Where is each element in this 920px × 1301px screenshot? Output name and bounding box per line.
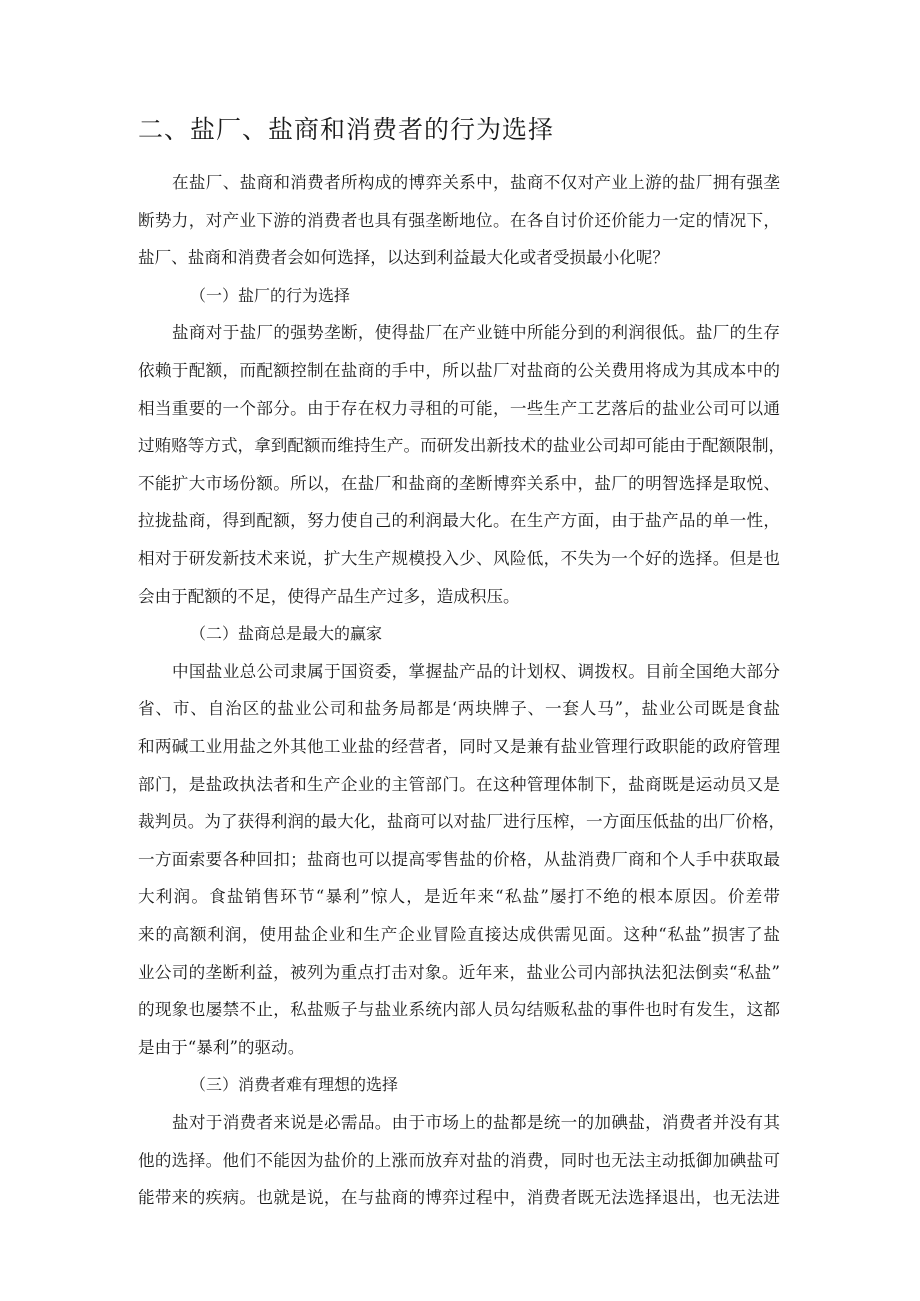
paragraph-line: 业公司的垄断利益，被列为重点打击对象。近年来，盐业公司内部执法犯法倒卖“私盐” xyxy=(138,962,780,982)
paragraph-line: 大利润。食盐销售环节“暴利”惊人，是近年来“私盐”屡打不绝的根本原因。价差带 xyxy=(138,887,780,907)
paragraph-line: 部门，是盐政执法者和生产企业的主管部门。在这种管理体制下，盐商既是运动员又是 xyxy=(138,774,780,794)
paragraph-line: 在盐厂、盐商和消费者所构成的博弈关系中，盐商不仅对产业上游的盐厂拥有强垄 xyxy=(172,173,780,192)
paragraph-line: 断势力，对产业下游的消费者也具有强垄断地位。在各自讨价还价能力一定的情况下， xyxy=(138,210,780,230)
paragraph-line: 盐厂、盐商和消费者会如何选择，以达到利益最大化或者受损最小化呢？ xyxy=(138,248,669,268)
paragraph-line: 相对于研发新技术来说，扩大生产规模投入少、风险低，不失为一个好的选择。但是也 xyxy=(138,549,780,568)
paragraph-line: 相当重要的一个部分。由于存在权力寻租的可能，一些生产工艺落后的盐业公司可以通 xyxy=(138,398,780,418)
paragraph-line: 他的选择。他们不能因为盐价的上涨而放弃对盐的消费，同时也无法主动抵御加碘盐可 xyxy=(138,1150,780,1170)
paragraph-line: 一方面索要各种回扣；盐商也可以提高零售盐的价格，从盐消费厂商和个人手中获取最 xyxy=(138,849,780,869)
paragraph-line: 的现象也屡禁不止，私盐贩子与盐业系统内部人员勾结贩私盐的事件也时有发生，这都 xyxy=(138,1000,780,1020)
paragraph-line: 拉拢盐商，得到配额，努力使自己的利润最大化。在生产方面，由于盐产品的单一性， xyxy=(138,511,780,531)
paragraph-line: 来的高额利润，使用盐企业和生产企业冒险直接达成供需见面。这种“私盐”损害了盐 xyxy=(138,925,780,944)
paragraph-line: 裁判员。为了获得利润的最大化，盐商可以对盐厂进行压榨，一方面压低盐的出厂价格， xyxy=(138,812,786,832)
paragraph-line: 和两碱工业用盐之外其他工业盐的经营者，同时又是兼有盐业管理行政职能的政府管理 xyxy=(138,737,780,756)
subsection-heading: （一）盐厂的行为选择 xyxy=(190,285,351,305)
paragraph-line: 省、市、自治区的盐业公司和盐务局都是‘两块牌子、一套人马”，盐业公司既是食盐 xyxy=(138,699,780,719)
paragraph-line: 过贿赂等方式，拿到配额而维持生产。而研发出新技术的盐业公司却可能由于配额限制， xyxy=(138,436,786,456)
paragraph-line: 会由于配额的不足，使得产品生产过多，造成积压。 xyxy=(138,586,520,606)
paragraph-line: 是由于“暴利”的驱动。 xyxy=(138,1037,305,1057)
paragraph-line: 能带来的疾病。也就是说，在与盐商的博弈过程中，消费者既无法选择退出，也无法进 xyxy=(138,1188,780,1208)
paragraph-line: 中国盐业总公司隶属于国资委，掌握盐产品的计划权、调拨权。目前全国绝大部分 xyxy=(172,661,780,681)
subsection-heading: （三）消费者难有理想的选择 xyxy=(190,1075,399,1095)
paragraph-line: 盐对于消费者来说是必需品。由于市场上的盐都是统一的加碘盐，消费者并没有其 xyxy=(172,1113,780,1132)
section-title: 二、盐厂、盐商和消费者的行为选择 xyxy=(138,115,555,144)
paragraph-line: 盐商对于盐厂的强势垄断，使得盐厂在产业链中所能分到的利润很低。盐厂的生存 xyxy=(172,323,780,343)
subsection-heading: （二）盐商总是最大的赢家 xyxy=(190,624,383,644)
paragraph-line: 不能扩大市场份额。所以，在盐厂和盐商的垄断博弈关系中，盐厂的明智选择是取悦、 xyxy=(138,473,780,493)
paragraph-line: 依赖于配额，而配额控制在盐商的手中，所以盐厂对盐商的公关费用将成为其成本中的 xyxy=(138,361,780,380)
